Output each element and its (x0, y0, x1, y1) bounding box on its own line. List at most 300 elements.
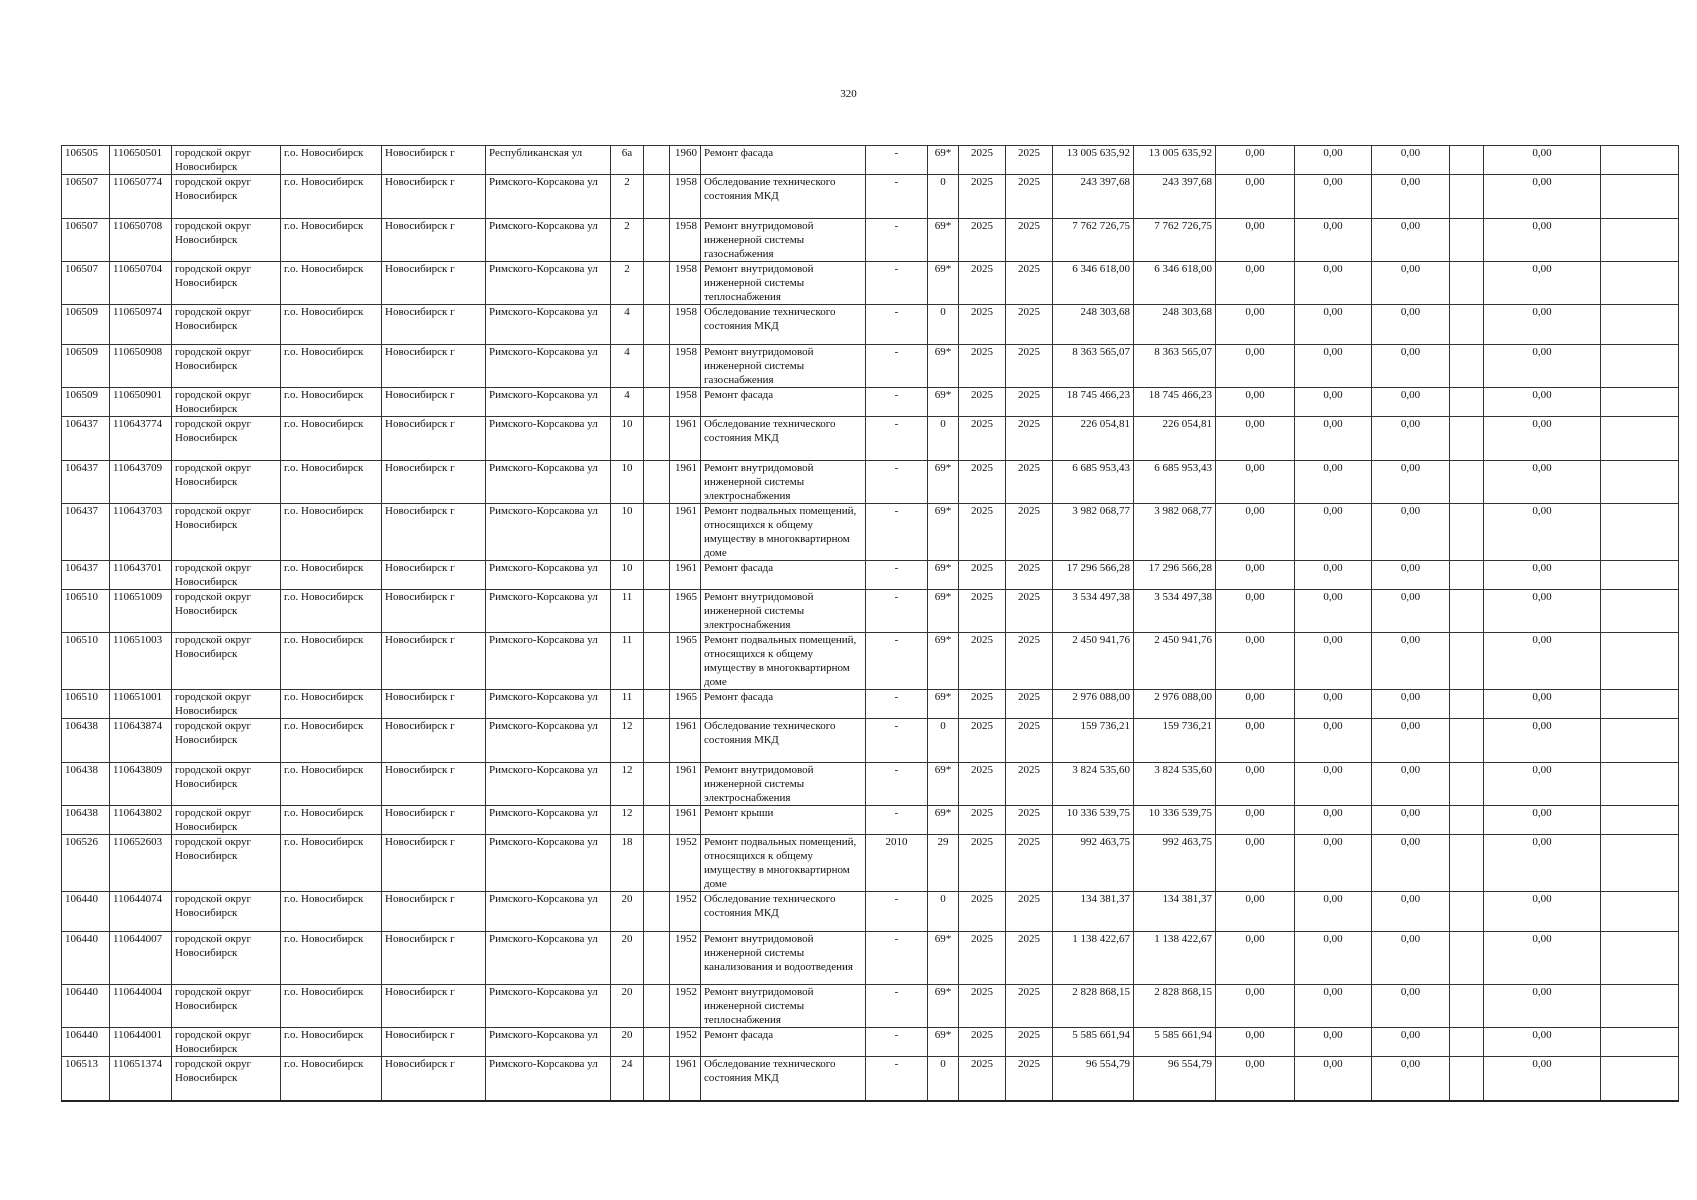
cell-build-year: 1961 (670, 719, 701, 763)
cell-building (644, 504, 670, 561)
cell-budget-local: 0,00 (1372, 590, 1450, 633)
cell-owners-funds: 0,00 (1484, 417, 1601, 461)
cell-municipality: городской округ Новосибирск (172, 175, 281, 219)
cell-plan-year-end: 2025 (1006, 1057, 1053, 1101)
cell-total-cost: 3 824 535,60 (1053, 763, 1134, 806)
cell-budget-federal: 0,00 (1216, 561, 1295, 590)
cell-district: г.о. Новосибирск (281, 690, 382, 719)
cell-build-year: 1958 (670, 175, 701, 219)
cell-district: г.о. Новосибирск (281, 345, 382, 388)
cell-municipality: городской округ Новосибирск (172, 561, 281, 590)
cell-note (1601, 806, 1679, 835)
cell-reserve (1450, 835, 1484, 892)
cell-reserve (1450, 262, 1484, 305)
cell-house-number: 10 (611, 504, 644, 561)
cell-work-type: Ремонт фасада (701, 388, 866, 417)
cell-budget-local: 0,00 (1372, 417, 1450, 461)
cell-last-repair-year: - (866, 763, 928, 806)
cell-budget-federal: 0,00 (1216, 932, 1295, 985)
cell-note (1601, 633, 1679, 690)
cell-house-id: 106510 (62, 590, 110, 633)
cell-district: г.о. Новосибирск (281, 590, 382, 633)
cell-locality: Новосибирск г (382, 345, 486, 388)
cell-district: г.о. Новосибирск (281, 633, 382, 690)
cell-plan-year-start: 2025 (959, 1028, 1006, 1057)
cell-district: г.о. Новосибирск (281, 262, 382, 305)
cell-house-number: 20 (611, 985, 644, 1028)
cell-build-year: 1958 (670, 305, 701, 345)
table-row (62, 763, 1679, 806)
cell-work-type: Обследование технического состояния МКД (701, 175, 866, 219)
cell-locality: Новосибирск г (382, 262, 486, 305)
cell-last-repair-year: - (866, 175, 928, 219)
cell-reserve (1450, 932, 1484, 985)
cell-fund-amount: 8 363 565,07 (1134, 345, 1216, 388)
cell-plan-year-start: 2025 (959, 345, 1006, 388)
cell-last-repair-year: - (866, 590, 928, 633)
cell-fund-amount: 134 381,37 (1134, 892, 1216, 932)
cell-budget-federal: 0,00 (1216, 633, 1295, 690)
cell-total-cost: 2 828 868,15 (1053, 985, 1134, 1028)
cell-municipality: городской округ Новосибирск (172, 345, 281, 388)
cell-owners-funds: 0,00 (1484, 504, 1601, 561)
cell-program-id: 110643774 (110, 417, 172, 461)
cell-building (644, 388, 670, 417)
cell-wear-percent: 29 (928, 835, 959, 892)
cell-plan-year-start: 2025 (959, 388, 1006, 417)
cell-budget-federal: 0,00 (1216, 345, 1295, 388)
table-row (62, 561, 1679, 590)
cell-street: Римского-Корсакова ул (486, 1028, 611, 1057)
cell-wear-percent: 69* (928, 146, 959, 175)
cell-total-cost: 7 762 726,75 (1053, 219, 1134, 262)
cell-wear-percent: 69* (928, 690, 959, 719)
cell-locality: Новосибирск г (382, 561, 486, 590)
cell-locality: Новосибирск г (382, 417, 486, 461)
table-row (62, 1057, 1679, 1101)
cell-district: г.о. Новосибирск (281, 763, 382, 806)
cell-total-cost: 6 685 953,43 (1053, 461, 1134, 504)
cell-fund-amount: 1 138 422,67 (1134, 932, 1216, 985)
cell-total-cost: 2 450 941,76 (1053, 633, 1134, 690)
cell-municipality: городской округ Новосибирск (172, 1057, 281, 1101)
cell-building (644, 1028, 670, 1057)
cell-building (644, 590, 670, 633)
cell-plan-year-start: 2025 (959, 175, 1006, 219)
cell-budget-federal: 0,00 (1216, 1028, 1295, 1057)
cell-total-cost: 18 745 466,23 (1053, 388, 1134, 417)
cell-budget-federal: 0,00 (1216, 219, 1295, 262)
cell-budget-federal: 0,00 (1216, 719, 1295, 763)
cell-budget-federal: 0,00 (1216, 388, 1295, 417)
table-row (62, 417, 1679, 461)
cell-wear-percent: 69* (928, 1028, 959, 1057)
cell-wear-percent: 69* (928, 590, 959, 633)
cell-plan-year-end: 2025 (1006, 763, 1053, 806)
cell-plan-year-end: 2025 (1006, 985, 1053, 1028)
cell-plan-year-start: 2025 (959, 305, 1006, 345)
page-number: 320 (840, 88, 857, 100)
cell-house-number: 20 (611, 932, 644, 985)
cell-total-cost: 243 397,68 (1053, 175, 1134, 219)
cell-note (1601, 388, 1679, 417)
cell-owners-funds: 0,00 (1484, 633, 1601, 690)
cell-municipality: городской округ Новосибирск (172, 985, 281, 1028)
cell-street: Римского-Корсакова ул (486, 985, 611, 1028)
cell-reserve (1450, 461, 1484, 504)
cell-house-number: 4 (611, 388, 644, 417)
cell-locality: Новосибирск г (382, 690, 486, 719)
table-row (62, 461, 1679, 504)
cell-work-type: Ремонт внутридомовой инженерной системы теплоснабжения (701, 262, 866, 305)
cell-plan-year-end: 2025 (1006, 262, 1053, 305)
cell-budget-federal: 0,00 (1216, 892, 1295, 932)
cell-locality: Новосибирск г (382, 461, 486, 504)
cell-owners-funds: 0,00 (1484, 932, 1601, 985)
cell-street: Римского-Корсакова ул (486, 590, 611, 633)
cell-last-repair-year: - (866, 690, 928, 719)
cell-budget-local: 0,00 (1372, 461, 1450, 504)
cell-reserve (1450, 305, 1484, 345)
cell-house-id: 106507 (62, 219, 110, 262)
cell-house-number: 11 (611, 633, 644, 690)
cell-plan-year-end: 2025 (1006, 305, 1053, 345)
cell-budget-federal: 0,00 (1216, 417, 1295, 461)
cell-work-type: Ремонт фасада (701, 1028, 866, 1057)
cell-budget-regional: 0,00 (1295, 892, 1372, 932)
cell-plan-year-end: 2025 (1006, 417, 1053, 461)
cell-municipality: городской округ Новосибирск (172, 417, 281, 461)
cell-build-year: 1961 (670, 1057, 701, 1101)
repair-register-table (61, 145, 1679, 1102)
cell-street: Римского-Корсакова ул (486, 1057, 611, 1101)
cell-budget-local: 0,00 (1372, 175, 1450, 219)
cell-last-repair-year: - (866, 633, 928, 690)
cell-build-year: 1961 (670, 806, 701, 835)
cell-budget-local: 0,00 (1372, 388, 1450, 417)
cell-plan-year-start: 2025 (959, 985, 1006, 1028)
cell-owners-funds: 0,00 (1484, 388, 1601, 417)
cell-total-cost: 1 138 422,67 (1053, 932, 1134, 985)
cell-reserve (1450, 146, 1484, 175)
cell-locality: Новосибирск г (382, 590, 486, 633)
cell-reserve (1450, 690, 1484, 719)
cell-note (1601, 985, 1679, 1028)
cell-total-cost: 226 054,81 (1053, 417, 1134, 461)
cell-plan-year-start: 2025 (959, 561, 1006, 590)
cell-house-number: 10 (611, 461, 644, 504)
cell-reserve (1450, 633, 1484, 690)
cell-plan-year-start: 2025 (959, 763, 1006, 806)
cell-building (644, 262, 670, 305)
cell-plan-year-start: 2025 (959, 835, 1006, 892)
cell-municipality: городской округ Новосибирск (172, 388, 281, 417)
cell-work-type: Ремонт фасада (701, 146, 866, 175)
cell-budget-federal: 0,00 (1216, 305, 1295, 345)
cell-locality: Новосибирск г (382, 633, 486, 690)
cell-building (644, 892, 670, 932)
cell-building (644, 633, 670, 690)
cell-building (644, 146, 670, 175)
cell-budget-local: 0,00 (1372, 504, 1450, 561)
cell-budget-federal: 0,00 (1216, 146, 1295, 175)
table-row (62, 985, 1679, 1028)
cell-budget-regional: 0,00 (1295, 175, 1372, 219)
cell-building (644, 175, 670, 219)
cell-owners-funds: 0,00 (1484, 835, 1601, 892)
cell-total-cost: 10 336 539,75 (1053, 806, 1134, 835)
cell-plan-year-end: 2025 (1006, 219, 1053, 262)
cell-street: Римского-Корсакова ул (486, 763, 611, 806)
cell-note (1601, 461, 1679, 504)
cell-building (644, 417, 670, 461)
cell-last-repair-year: - (866, 932, 928, 985)
cell-build-year: 1952 (670, 892, 701, 932)
cell-budget-regional: 0,00 (1295, 835, 1372, 892)
cell-budget-local: 0,00 (1372, 305, 1450, 345)
cell-plan-year-start: 2025 (959, 590, 1006, 633)
cell-owners-funds: 0,00 (1484, 345, 1601, 388)
table-row (62, 345, 1679, 388)
cell-plan-year-start: 2025 (959, 461, 1006, 504)
cell-house-number: 18 (611, 835, 644, 892)
cell-municipality: городской округ Новосибирск (172, 1028, 281, 1057)
cell-budget-regional: 0,00 (1295, 146, 1372, 175)
cell-fund-amount: 10 336 539,75 (1134, 806, 1216, 835)
cell-plan-year-end: 2025 (1006, 835, 1053, 892)
cell-work-type: Ремонт внутридомовой инженерной системы газоснабжения (701, 219, 866, 262)
cell-wear-percent: 69* (928, 561, 959, 590)
cell-budget-local: 0,00 (1372, 1057, 1450, 1101)
cell-build-year: 1965 (670, 590, 701, 633)
cell-budget-federal: 0,00 (1216, 763, 1295, 806)
cell-budget-federal: 0,00 (1216, 590, 1295, 633)
cell-note (1601, 719, 1679, 763)
cell-plan-year-end: 2025 (1006, 345, 1053, 388)
cell-house-number: 20 (611, 1028, 644, 1057)
cell-total-cost: 3 534 497,38 (1053, 590, 1134, 633)
cell-wear-percent: 69* (928, 763, 959, 806)
cell-house-id: 106440 (62, 932, 110, 985)
cell-fund-amount: 2 450 941,76 (1134, 633, 1216, 690)
cell-street: Римского-Корсакова ул (486, 388, 611, 417)
cell-total-cost: 248 303,68 (1053, 305, 1134, 345)
cell-plan-year-end: 2025 (1006, 175, 1053, 219)
cell-program-id: 110644007 (110, 932, 172, 985)
cell-program-id: 110643809 (110, 763, 172, 806)
cell-build-year: 1952 (670, 835, 701, 892)
cell-budget-local: 0,00 (1372, 690, 1450, 719)
cell-district: г.о. Новосибирск (281, 719, 382, 763)
cell-owners-funds: 0,00 (1484, 892, 1601, 932)
cell-build-year: 1961 (670, 763, 701, 806)
cell-house-id: 106438 (62, 806, 110, 835)
cell-locality: Новосибирск г (382, 806, 486, 835)
cell-house-id: 106509 (62, 388, 110, 417)
table-row (62, 892, 1679, 932)
cell-budget-regional: 0,00 (1295, 1057, 1372, 1101)
cell-wear-percent: 69* (928, 262, 959, 305)
cell-budget-local: 0,00 (1372, 262, 1450, 305)
cell-house-number: 12 (611, 806, 644, 835)
cell-house-id: 106509 (62, 305, 110, 345)
cell-program-id: 110651003 (110, 633, 172, 690)
cell-program-id: 110650708 (110, 219, 172, 262)
cell-district: г.о. Новосибирск (281, 388, 382, 417)
cell-budget-federal: 0,00 (1216, 690, 1295, 719)
table-row (62, 633, 1679, 690)
cell-note (1601, 305, 1679, 345)
cell-district: г.о. Новосибирск (281, 806, 382, 835)
cell-budget-regional: 0,00 (1295, 561, 1372, 590)
cell-total-cost: 3 982 068,77 (1053, 504, 1134, 561)
cell-last-repair-year: - (866, 985, 928, 1028)
cell-note (1601, 892, 1679, 932)
cell-build-year: 1961 (670, 504, 701, 561)
cell-program-id: 110643874 (110, 719, 172, 763)
cell-budget-local: 0,00 (1372, 1028, 1450, 1057)
cell-fund-amount: 6 685 953,43 (1134, 461, 1216, 504)
cell-house-number: 6а (611, 146, 644, 175)
cell-fund-amount: 248 303,68 (1134, 305, 1216, 345)
cell-reserve (1450, 719, 1484, 763)
cell-budget-local: 0,00 (1372, 146, 1450, 175)
cell-street: Римского-Корсакова ул (486, 932, 611, 985)
cell-reserve (1450, 388, 1484, 417)
cell-work-type: Ремонт внутридомовой инженерной системы газоснабжения (701, 345, 866, 388)
cell-fund-amount: 243 397,68 (1134, 175, 1216, 219)
cell-total-cost: 2 976 088,00 (1053, 690, 1134, 719)
cell-note (1601, 175, 1679, 219)
cell-district: г.о. Новосибирск (281, 219, 382, 262)
cell-plan-year-start: 2025 (959, 146, 1006, 175)
cell-budget-federal: 0,00 (1216, 985, 1295, 1028)
cell-budget-regional: 0,00 (1295, 219, 1372, 262)
cell-locality: Новосибирск г (382, 892, 486, 932)
cell-plan-year-start: 2025 (959, 633, 1006, 690)
cell-budget-regional: 0,00 (1295, 388, 1372, 417)
cell-last-repair-year: - (866, 1057, 928, 1101)
cell-street: Римского-Корсакова ул (486, 633, 611, 690)
cell-municipality: городской округ Новосибирск (172, 461, 281, 504)
cell-work-type: Ремонт внутридомовой инженерной системы теплоснабжения (701, 985, 866, 1028)
cell-note (1601, 1057, 1679, 1101)
cell-house-number: 20 (611, 892, 644, 932)
cell-wear-percent: 69* (928, 985, 959, 1028)
cell-program-id: 110643703 (110, 504, 172, 561)
cell-budget-local: 0,00 (1372, 892, 1450, 932)
cell-last-repair-year: 2010 (866, 835, 928, 892)
cell-street: Римского-Корсакова ул (486, 719, 611, 763)
cell-house-number: 24 (611, 1057, 644, 1101)
cell-program-id: 110643802 (110, 806, 172, 835)
cell-owners-funds: 0,00 (1484, 219, 1601, 262)
cell-budget-local: 0,00 (1372, 985, 1450, 1028)
cell-owners-funds: 0,00 (1484, 1057, 1601, 1101)
cell-build-year: 1961 (670, 461, 701, 504)
table-row (62, 146, 1679, 175)
cell-wear-percent: 0 (928, 305, 959, 345)
cell-total-cost: 159 736,21 (1053, 719, 1134, 763)
table-row (62, 504, 1679, 561)
cell-locality: Новосибирск г (382, 146, 486, 175)
cell-budget-federal: 0,00 (1216, 1057, 1295, 1101)
cell-plan-year-end: 2025 (1006, 719, 1053, 763)
cell-house-number: 11 (611, 690, 644, 719)
cell-build-year: 1965 (670, 690, 701, 719)
cell-locality: Новосибирск г (382, 1028, 486, 1057)
cell-street: Римского-Корсакова ул (486, 461, 611, 504)
cell-building (644, 561, 670, 590)
cell-wear-percent: 69* (928, 345, 959, 388)
cell-locality: Новосибирск г (382, 763, 486, 806)
cell-municipality: городской округ Новосибирск (172, 504, 281, 561)
cell-municipality: городской округ Новосибирск (172, 146, 281, 175)
cell-municipality: городской округ Новосибирск (172, 305, 281, 345)
cell-budget-regional: 0,00 (1295, 763, 1372, 806)
cell-house-id: 106505 (62, 146, 110, 175)
cell-total-cost: 6 346 618,00 (1053, 262, 1134, 305)
cell-building (644, 985, 670, 1028)
table-row (62, 806, 1679, 835)
cell-last-repair-year: - (866, 504, 928, 561)
cell-street: Римского-Корсакова ул (486, 219, 611, 262)
cell-locality: Новосибирск г (382, 932, 486, 985)
cell-plan-year-end: 2025 (1006, 1028, 1053, 1057)
cell-reserve (1450, 763, 1484, 806)
cell-fund-amount: 96 554,79 (1134, 1057, 1216, 1101)
cell-locality: Новосибирск г (382, 835, 486, 892)
cell-budget-local: 0,00 (1372, 763, 1450, 806)
cell-plan-year-end: 2025 (1006, 633, 1053, 690)
table-row (62, 388, 1679, 417)
table-body (62, 146, 1679, 1101)
cell-house-number: 10 (611, 561, 644, 590)
table-row (62, 719, 1679, 763)
cell-fund-amount: 992 463,75 (1134, 835, 1216, 892)
cell-note (1601, 835, 1679, 892)
cell-build-year: 1952 (670, 932, 701, 985)
cell-work-type: Ремонт крыши (701, 806, 866, 835)
cell-plan-year-end: 2025 (1006, 388, 1053, 417)
cell-budget-regional: 0,00 (1295, 806, 1372, 835)
cell-district: г.о. Новосибирск (281, 932, 382, 985)
cell-work-type: Обследование технического состояния МКД (701, 305, 866, 345)
cell-locality: Новосибирск г (382, 305, 486, 345)
cell-house-id: 106437 (62, 504, 110, 561)
cell-plan-year-end: 2025 (1006, 690, 1053, 719)
cell-building (644, 835, 670, 892)
cell-program-id: 110652603 (110, 835, 172, 892)
cell-fund-amount: 17 296 566,28 (1134, 561, 1216, 590)
cell-district: г.о. Новосибирск (281, 1028, 382, 1057)
cell-building (644, 932, 670, 985)
cell-house-number: 2 (611, 219, 644, 262)
cell-house-id: 106438 (62, 763, 110, 806)
cell-budget-regional: 0,00 (1295, 590, 1372, 633)
cell-note (1601, 146, 1679, 175)
cell-program-id: 110644074 (110, 892, 172, 932)
table-row (62, 690, 1679, 719)
cell-note (1601, 561, 1679, 590)
cell-reserve (1450, 1028, 1484, 1057)
cell-house-id: 106509 (62, 345, 110, 388)
cell-reserve (1450, 345, 1484, 388)
cell-municipality: городской округ Новосибирск (172, 719, 281, 763)
cell-district: г.о. Новосибирск (281, 835, 382, 892)
cell-owners-funds: 0,00 (1484, 305, 1601, 345)
cell-budget-regional: 0,00 (1295, 1028, 1372, 1057)
